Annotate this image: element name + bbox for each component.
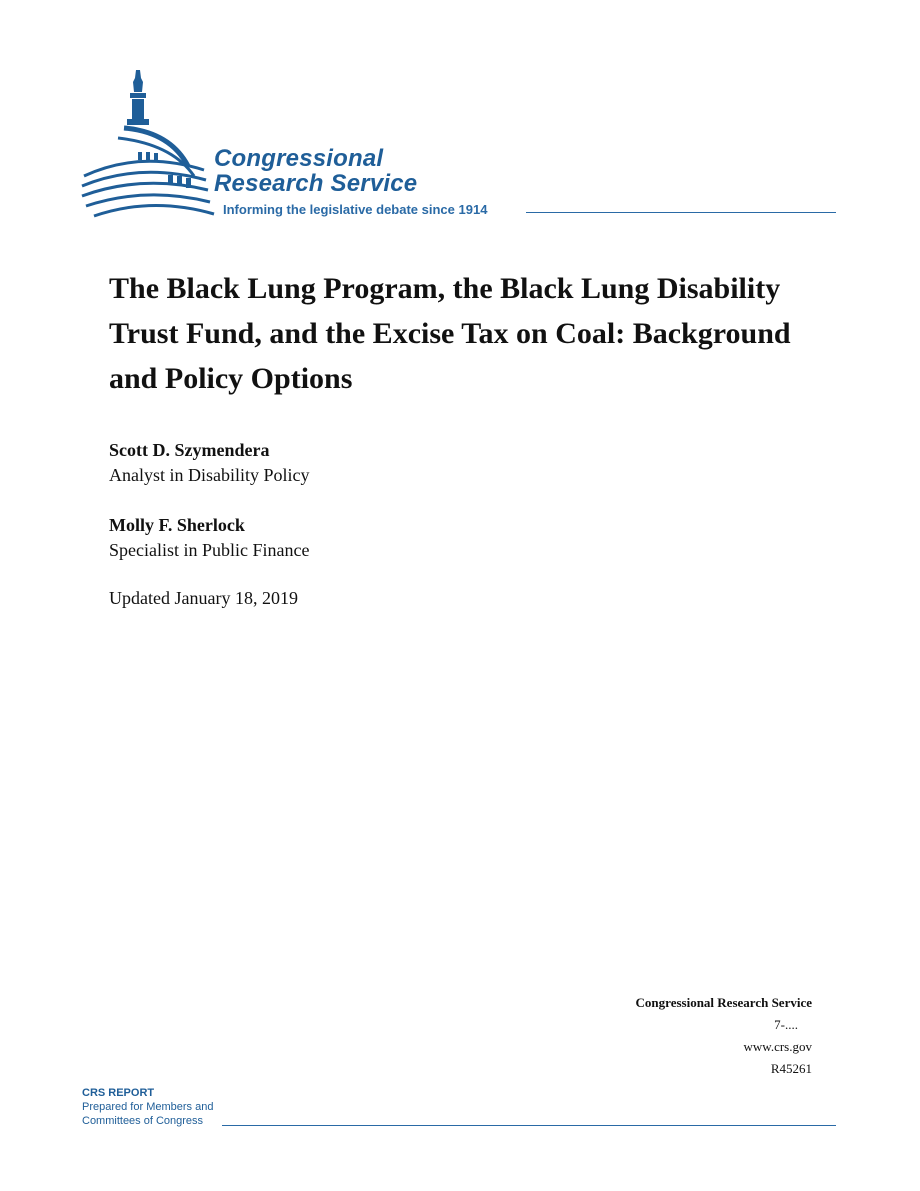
author-role: Specialist in Public Finance xyxy=(109,540,310,560)
crs-phone: 7-.... xyxy=(774,1017,798,1032)
author-2 xyxy=(109,513,309,563)
crs-logo xyxy=(80,66,840,220)
crs-report-footer xyxy=(82,1086,213,1128)
updated-date: Updated January 18, 2019 xyxy=(109,588,298,608)
logo-wordmark xyxy=(214,146,417,196)
crs-website-link[interactable]: www.crs.gov xyxy=(743,1039,812,1054)
crs-report-label: CRS REPORT xyxy=(82,1087,155,1099)
footer-line-2: Committees of Congress xyxy=(82,1115,204,1127)
tagline-divider xyxy=(526,212,836,213)
report-number: R45261 xyxy=(770,1061,812,1076)
author-name: Molly F. Sherlock xyxy=(109,515,245,535)
report-title: The Black Lung Program, the Black Lung Disability Trust Fund, and the Excise Tax on Coal: Background and Policy Options xyxy=(109,272,791,395)
logo-name-line1: Congressional xyxy=(214,145,384,172)
footer-line-1: Prepared for Members and xyxy=(82,1101,214,1113)
author-1 xyxy=(109,438,310,488)
capitol-dome-icon xyxy=(80,66,220,220)
author-role: Analyst in Disability Policy xyxy=(109,465,310,485)
footer-divider xyxy=(222,1125,836,1126)
crs-org-name: Congressional Research Service xyxy=(635,995,812,1010)
logo-name-line2: Research Service xyxy=(214,170,418,197)
crs-contact-block xyxy=(636,992,812,1080)
logo-tagline: Informing the legislative debate since 1914 xyxy=(223,202,488,217)
author-name: Scott D. Szymendera xyxy=(109,440,270,460)
